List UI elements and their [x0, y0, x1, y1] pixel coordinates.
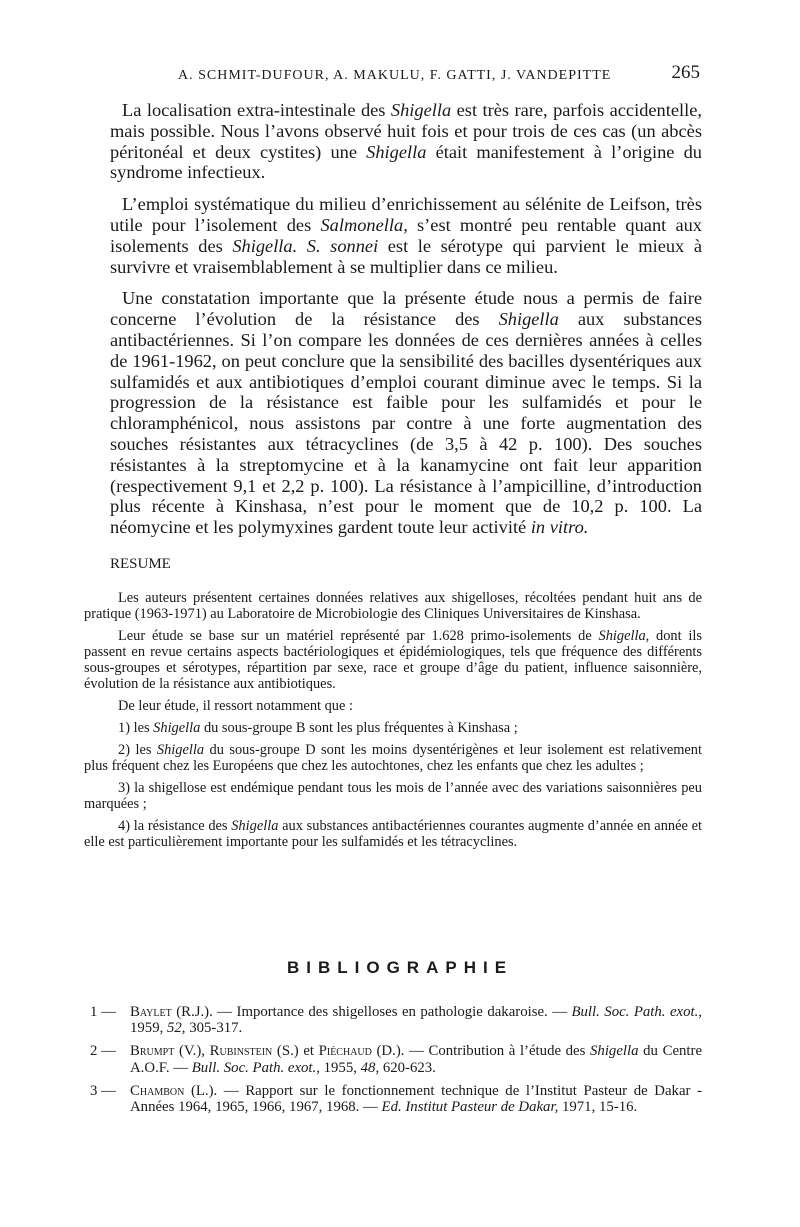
text: (S.) et: [272, 1043, 319, 1060]
resume-text: [84, 590, 702, 856]
text: du sous-groupe D sont les moins dysentérigènes et leur isolement est relativement plus fréquent chez les Européens que chez les autochtones, chez les enfants que chez les adultes ;: [84, 742, 703, 774]
reference-item: [84, 1043, 702, 1075]
text: (R.J.). — Importance des shigelloses en pathologie dakaroise. —: [171, 1004, 572, 1020]
resume-item-4: [84, 818, 702, 850]
italic-text: Shigella,: [598, 628, 650, 644]
reference-source: Bull. Soc. Path. exot.,: [191, 1059, 320, 1076]
resume-paragraph-3: De leur étude, il ressort notamment que :: [118, 698, 353, 714]
text: Leur étude se base sur un matériel représenté par 1.628 primo-isolements de: [118, 628, 599, 644]
reference-item: [84, 1004, 702, 1036]
text: (D.). — Contribution à l’étude des: [371, 1043, 591, 1060]
reference-source: Ed. Institut Pasteur de Dakar,: [381, 1099, 559, 1116]
text: était manifestement à l’origine du syndrome infectieux.: [110, 141, 702, 183]
reference-source: Bull. Soc. Path. exot.,: [571, 1004, 702, 1020]
text: (V.),: [174, 1043, 210, 1060]
bibliography-heading: BIBLIOGRAPHIE: [286, 958, 514, 977]
text: dont ils passent en revue certains aspects bactériologiques et épidémiologiques, tels que fréquence des différents sous-groupes et sérotypes, répartition par sexe, race et groupe d’âge du patient, influence saisonnière, évolution de la résistance aux antibiotiques.: [84, 628, 702, 692]
resume-paragraph-1: Les auteurs présentent certaines données relatives aux shigelloses, récoltées pendant huit ans de pratique (1963-1971) au Laboratoire de Microbiologie des Cliniques Universitaires de Kinshasa.: [84, 590, 702, 622]
paragraph-3: [110, 288, 702, 538]
italic-text: Shigella: [390, 100, 452, 120]
resume-item-2: [84, 742, 702, 774]
text: L’emploi systématique du milieu d’enrichissement au sélénite de Leifson, très utile pour l’isolement des: [110, 194, 702, 235]
italic-text: Shigella: [366, 141, 427, 162]
text: du Centre A.O.F. —: [130, 1043, 703, 1076]
paragraph-1: [110, 100, 702, 183]
reference-author: Baylet: [130, 1004, 172, 1020]
reference-author: Chambon: [130, 1082, 185, 1099]
reference-number: 2 —: [90, 1043, 116, 1060]
italic-text: Shigella: [156, 742, 205, 758]
italic-text: Shigella: [231, 818, 279, 834]
resume-item-3: 3) la shigellose est endémique pendant tous les mois de l’année avec des variations saisonnières peu marquées ;: [84, 780, 702, 812]
text: s’est montré peu rentable quant aux isolements des: [110, 214, 702, 256]
reference-pages: 1971, 15-16.: [558, 1099, 638, 1116]
text: (L.). — Rapport sur le fonctionnement technique de l’Institut Pasteur de Dakar - Années 1964, 1965, 1966, 1967, 1968. —: [130, 1082, 702, 1116]
page-header: [110, 62, 702, 90]
text: 4) la résistance des: [118, 818, 232, 834]
text: est très rare, parfois accidentelle, mais possible. Nous l’avons observé huit fois et pour trois de ces cas (un abcès péritonéal et deux cystites) une: [110, 100, 702, 162]
text: aux substances antibactériennes. Si l’on compare les données de ces dernières années à celles de 1961-1962, on peut conclure que la sensibilité des bacilles dysentériques aux sulfamidés et aux antibiotiques d’emploi courant diminue avec le temps. Si la progression de la résistance est faible pour les sulfamidés et pour le chloramphénicol, nous assistons par contre à une forte augmentation des souches résistantes aux tétracyclines (de 3,5 à 42 p. 100). Des souches résistantes à la streptomycine et à la kanamycine ont fait leur apparition (respectivement 9,1 et 2,2 p. 100). La résistance à l’ampicilline, d’introduction plus récente à Kinshasa, n’est pour le moment que de 10,2 p. 100. La néomycine et les polymyxines gardent toute leur activité: [110, 309, 703, 538]
resume-paragraph-2: [84, 628, 702, 692]
text: 1) les: [118, 720, 154, 736]
running-head: A. SCHMIT-DUFOUR, A. MAKULU, F. GATTI, J. VANDEPITTE: [178, 68, 612, 83]
reference-number: 3 —: [90, 1082, 116, 1099]
text: aux substances antibactériennes courantes augmente d’année en année et elle est particulièrement importante pour les sulfamidés et les tétracyclines.: [84, 818, 702, 850]
text: Une constatation importante que la présente étude nous a permis de faire concerne l’évolution de la résistance des: [110, 288, 702, 330]
reference-author: Piéchaud: [318, 1043, 372, 1060]
italic-text: Shigella: [498, 309, 559, 330]
text: est le sérotype qui parvient le mieux à survivre et vraisemblablement à se multiplier dans ce milieu.: [110, 235, 702, 277]
resume-heading: RESUME: [110, 556, 171, 572]
italic-text: Shigella: [153, 720, 201, 736]
reference-year: 1959,: [130, 1020, 167, 1037]
reference-pages: 305-317.: [185, 1020, 243, 1037]
reference-pages: 620-623.: [379, 1059, 436, 1076]
text: La localisation extra-intestinale des: [122, 100, 391, 120]
reference-number: 1 —: [90, 1004, 116, 1020]
italic-text: in vitro.: [530, 517, 589, 538]
reference-item: [84, 1083, 702, 1115]
text: du sous-groupe B sont les plus fréquentes à Kinshasa ;: [200, 720, 518, 736]
italic-text: Salmonella,: [320, 214, 408, 235]
reference-volume: 48,: [360, 1059, 380, 1076]
paragraph-2: [110, 194, 702, 277]
reference-author: Brumpt: [130, 1043, 175, 1060]
page-number: 265: [671, 62, 700, 83]
reference-author: Rubinstein: [209, 1043, 273, 1060]
body-text: [110, 100, 702, 549]
reference-volume: 52,: [167, 1020, 186, 1037]
italic-text: Shigella. S. sonnei: [232, 235, 379, 256]
italic-text: Shigella: [590, 1043, 639, 1060]
resume-item-1: [84, 720, 702, 736]
text: 2) les: [118, 742, 157, 758]
reference-list: [84, 1004, 702, 1122]
reference-year: 1955,: [319, 1059, 361, 1076]
